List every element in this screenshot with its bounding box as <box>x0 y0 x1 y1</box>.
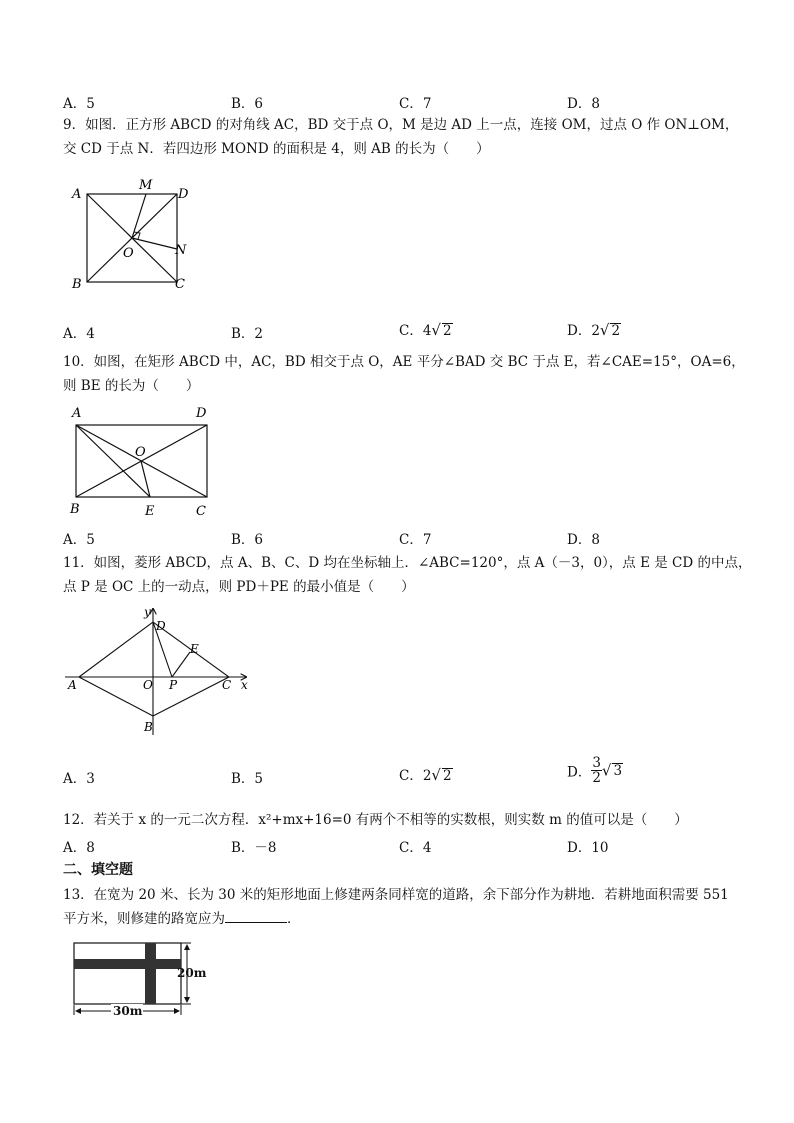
q10-segment-oe <box>141 461 150 497</box>
q11-label-y: y <box>144 605 151 619</box>
q11-label-o: O <box>143 678 153 692</box>
q11-label-e: E <box>190 642 199 656</box>
q10-rectangle-figure <box>63 401 223 523</box>
q11-label-c: C <box>222 678 232 692</box>
q10-label-a: A <box>72 406 82 421</box>
q9-label-m: M <box>139 178 153 193</box>
q11-label-a: A <box>68 678 77 692</box>
q13-field-figure <box>63 938 213 1022</box>
q11-stem-line1: 11．如图，菱形 ABCD，点 A、B、C、D 均在坐标轴上．∠ABC=120°，点 A（－3，0），点 E 是 CD 的中点， <box>63 555 752 571</box>
q11-label-d: D <box>156 619 166 633</box>
q10-label-b: B <box>70 502 80 517</box>
q9-segment-on <box>132 238 177 249</box>
q9-label-o: O <box>123 246 134 261</box>
q12-stem: 12．若关于 x 的一元二次方程．x²+mx+16=0 有两个不相等的实数根，则实数 m 的值可以是（ ） <box>63 812 688 828</box>
q9-label-b: B <box>72 277 82 292</box>
q9-label-a: A <box>72 187 82 202</box>
q10-bisector-ae <box>76 425 150 497</box>
q11-option-c[interactable]: C．2√ 2 <box>399 766 452 784</box>
q8-option-d[interactable]: D．8 <box>567 96 600 112</box>
q8-option-a[interactable]: A．5 <box>63 96 95 112</box>
q11-option-b[interactable]: B．5 <box>231 771 264 787</box>
q11-segment-pe <box>172 652 190 677</box>
q10-option-c[interactable]: C．7 <box>399 532 432 548</box>
q13-stem-line2: 平方米，则修建的路宽应为 ． <box>63 911 301 927</box>
q8-option-c[interactable]: C．7 <box>399 96 432 112</box>
q10-label-o: O <box>135 445 146 460</box>
q9-label-n: N <box>175 243 187 258</box>
q12-option-b[interactable]: B．－8 <box>231 840 277 856</box>
q9-option-d[interactable]: D．2√ 2 <box>567 321 621 339</box>
q13-length-label: 30m <box>113 1004 143 1018</box>
q9-label-d: D <box>178 187 189 202</box>
q10-label-e: E <box>145 504 155 519</box>
q9-option-a[interactable]: A．4 <box>63 326 95 342</box>
q13-horizontal-road <box>74 959 181 969</box>
q13-vertical-road <box>145 943 156 1004</box>
q11-label-b: B <box>144 720 153 734</box>
q9-stem-line1: 9．如图．正方形 ABCD 的对角线 AC，BD 交于点 O，M 是边 AD 上一点，连接 OM，过点 O 作 ON⊥OM， <box>63 117 739 133</box>
q11-rhombus-abcd <box>79 622 232 716</box>
q11-label-x: x <box>241 678 248 692</box>
q13-stem-line1: 13．在宽为 20 米、长为 30 米的矩形地面上修建两条同样宽的道路，余下部分作为耕地．若耕地面积需要 551 <box>63 887 729 903</box>
q9-option-b[interactable]: B．2 <box>231 326 264 342</box>
q10-stem-line1: 10．如图，在矩形 ABCD 中，AC，BD 相交于点 O，AE 平分∠BAD 交 BC 于点 E，若∠CAE=15°，OA=6， <box>63 354 745 370</box>
q12-option-d[interactable]: D．10 <box>567 840 609 856</box>
section-heading-fill-blank: 二、填空题 <box>63 862 133 878</box>
q11-label-p: P <box>169 678 178 692</box>
q9-stem-line2: 交 CD 于点 N．若四边形 MOND 的面积是 4，则 AB 的长为（ ） <box>63 141 490 157</box>
q9-square-figure <box>63 172 203 294</box>
q8-option-b[interactable]: B．6 <box>231 96 264 112</box>
q9-option-c[interactable]: C．4√ 2 <box>399 321 452 339</box>
q9-label-c: C <box>175 277 185 292</box>
q10-option-b[interactable]: B．6 <box>231 532 264 548</box>
q13-width-label: 20m <box>177 966 207 980</box>
q11-option-d[interactable]: D． $\frac{3}{2}$ √ 3 <box>567 755 623 786</box>
q10-stem-line2: 则 BE 的长为（ ） <box>63 378 200 394</box>
q10-label-c: C <box>196 504 206 519</box>
q11-option-a[interactable]: A．3 <box>63 771 95 787</box>
q12-option-a[interactable]: A．8 <box>63 840 95 856</box>
q11-rhombus-figure <box>63 603 253 738</box>
q11-stem-line2: 点 P 是 OC 上的一动点，则 PD＋PE 的最小值是（ ） <box>63 579 415 595</box>
q12-option-c[interactable]: C．4 <box>399 840 432 856</box>
q13-answer-blank[interactable] <box>225 910 287 923</box>
q10-option-d[interactable]: D．8 <box>567 532 600 548</box>
q10-label-d: D <box>196 406 207 421</box>
q13-field-rectangle <box>74 943 181 1004</box>
q10-option-a[interactable]: A．5 <box>63 532 95 548</box>
